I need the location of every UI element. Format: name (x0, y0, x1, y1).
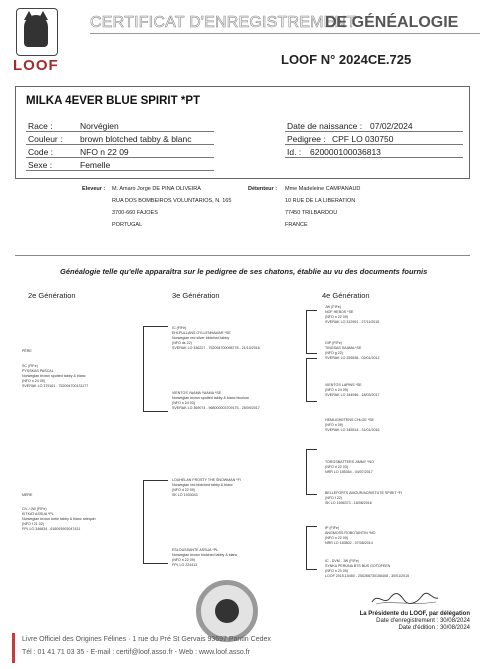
g3-entry: ESLOUSSANTE ASSUA *PL Norwegian brown blotched tabby & blanc (NFO n 22 09) FPL LO 224413 (172, 548, 238, 567)
logo-text: LOOF (13, 57, 59, 74)
holder-line: 10 RUE DE LA LIBERATION (285, 198, 356, 204)
bracket-father (143, 326, 168, 412)
gen4-header: 4e Génération (322, 291, 370, 300)
loof-number: LOOF N° 2024CE.725 (281, 52, 412, 67)
bracket-g3 (306, 449, 317, 495)
g3-entry: LOUHELAN FROSTY THE SNOWMAN *FI Norwegian red blotched tabby & blanc (NFO d 22 09) SK LO 1933043 (172, 478, 241, 497)
pedigree-value: CPF LO 030750 (332, 134, 394, 144)
breeder-line: PORTUGAL (112, 222, 143, 228)
president-signature-label: La Présidente du LOOF, par délégation (359, 611, 470, 617)
registration-date: Date d'enregistrement : 30/08/2024 (376, 618, 470, 624)
breeder-line: RUA DOS BOMBEIROS VOLUNTARIOS, N. 165 (112, 198, 232, 204)
loof-logo-cat-icon (16, 8, 58, 56)
pedigree-label: Pedigree : (287, 134, 326, 144)
g4-entry: IP (FIFe) ANGMOSS ROBOTANTIN *NO (NFO n 22 09) NRR LO 183802 - 07/08/2014 (325, 526, 376, 545)
code-label: Code : (28, 147, 54, 157)
footer-address: Livre Officiel des Origines Félines · 1 rue du Pré St Gervais 93697 Pantin Cedex (22, 636, 271, 643)
genealogy-subtitle: Généalogie telle qu'elle apparaîtra sur le pedigree de ses chatons, établie au vu des documents fournis (60, 267, 428, 276)
mother-entry: Ch. / JW (FIFe) KITKAT ASSUA *PL Norwegian brown tortie tabby & blanc arlequin (NFO f 21 02) FPL LO 346834 - 616093903047431 (22, 507, 96, 531)
g4-entry: IC - DVM - JW (FIFe) SYNKA PERUNA BTS BUS GOTOFEEN (NFO n 23 09) LOOF 2015.15450 - 250268730156408 - 30/01/2015 (325, 559, 410, 578)
separator-rule (15, 255, 470, 256)
sex-value: Femelle (80, 160, 111, 170)
color-value: brown blotched tabby & blanc (80, 134, 192, 144)
race-label: Race : (28, 121, 53, 131)
row-rule (26, 144, 214, 145)
certificate-title-outline: CERTIFICAT D'ENREGISTREMENT (90, 14, 357, 31)
color-label: Couleur : (28, 134, 63, 144)
gen3-header: 3e Génération (172, 291, 220, 300)
id-value: 620000100036813 (310, 147, 381, 157)
father-label: PÈRE (22, 349, 32, 353)
holder-label: Détenteur : (248, 186, 278, 192)
footer-contact: Tél : 01 41 71 03 35 - E-mail : certif@loof.asso.fr - Web : www.loof.asso.fr (22, 649, 250, 656)
loof-seal-icon (196, 580, 258, 642)
footer-accent-bar (12, 633, 15, 663)
g4-entry: GIP (FIFe) TINGSAS SAAMA *SE (NFO g 22) SVERAK LO 259538 - 02/01/2012 (325, 341, 380, 360)
bracket-g3 (306, 358, 317, 402)
gen2-header: 2e Génération (28, 291, 76, 300)
g4-entry: VIENTOS LAPINS *SE (NFO n 24 09) SVERAK LO 344946 - 18/03/2017 (325, 383, 380, 397)
certificate-title-bold: DE GÉNÉALOGIE (325, 14, 459, 31)
mother-label: MÈRE (22, 493, 33, 497)
row-rule (26, 170, 214, 171)
row-rule (285, 131, 463, 132)
g3-entry: VIENTOS YAAMA YAAMA *SE Norwegian brown spotted tabby & blanc bicolore (NFO n 24 03) SVERAK LO 369074 - 968000003709175 - 25/09/2017 (172, 391, 260, 410)
row-rule (285, 157, 463, 158)
g4-entry: JW (FIFe) NOF HEBOS *SE (NFO n 22 09) SVERAK LO 312991 - 27/11/2015 (325, 305, 380, 324)
birth-value: 07/02/2024 (370, 121, 413, 131)
bracket-g3 (306, 310, 317, 354)
id-label: Id. : (287, 147, 302, 157)
title-underline (90, 33, 480, 34)
father-entry: SC (FIFe) PYSSKAS PASCAL Norwegian brown spotted tabby & blanc (NFO n 24 09) SVERAK LO 379161 - 752094700131177 (22, 364, 89, 388)
g3-entry: IC (FIFe) EHLPULLANS GYLLENHAMAR *SE Norwegian red silver blotched tabby (NFO ds 22) SVERAK LO 336227 - 752094700098778 - 21/10/2016 (172, 326, 260, 350)
g4-entry: HEMLIGHETENS CHLOE *SE (NFO n 09) SVERAK LO 345514 - 31/01/2016 (325, 418, 380, 432)
row-rule (26, 157, 214, 158)
bracket-g3 (306, 526, 317, 570)
g4-entry: BELLEFORTS AMOUR/ACRISTUTE SPIRIT *FI (NFO f 22) SK LO 1696373 - 16/08/2016 (325, 491, 402, 505)
holder-line: FRANCE (285, 222, 308, 228)
g4-entry: TORGSBATTERS JIMMY *NO (NFO d 22 03) NRR LO 185364 - 04/07/2017 (325, 460, 374, 474)
holder-line: 77450 TRILBARDOU (285, 210, 338, 216)
holder-line: Mme Madeleine CAMPANAUD (285, 186, 361, 192)
sex-label: Sexe : (28, 160, 53, 170)
signature-icon (370, 590, 440, 608)
birth-label: Date de naissance : (287, 121, 363, 131)
code-value: NFO n 22 09 (80, 147, 129, 157)
row-rule (26, 131, 214, 132)
row-rule (285, 144, 463, 145)
cat-name: MILKA 4EVER BLUE SPIRIT *PT (26, 95, 201, 107)
edition-date: Date d'édition : 30/08/2024 (398, 625, 470, 631)
breeder-line: 3700-660 FAJOES (112, 210, 158, 216)
bracket-mother (143, 480, 168, 564)
race-value: Norvégien (80, 121, 119, 131)
breeder-line: M. Amaro Jorge DE PINA OLIVEIRA (112, 186, 201, 192)
breeder-label: Eleveur : (82, 186, 106, 192)
